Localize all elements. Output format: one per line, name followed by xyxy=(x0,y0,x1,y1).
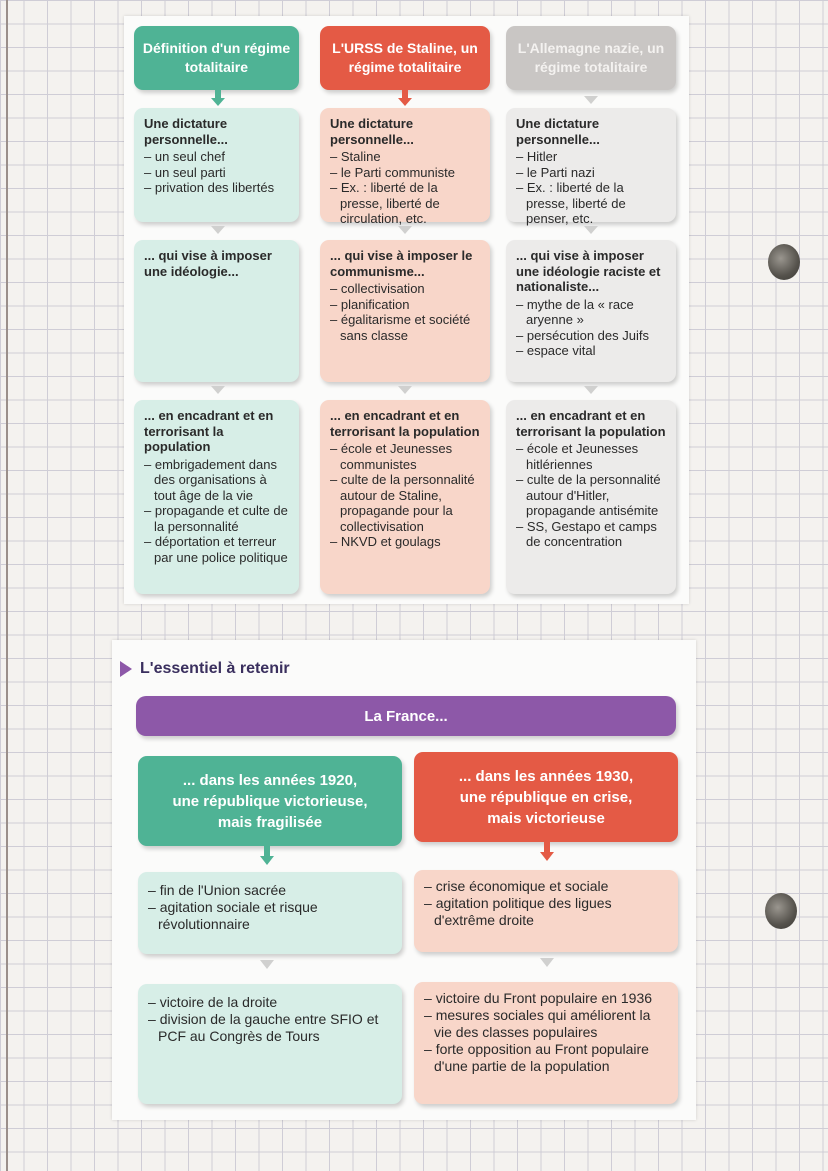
list-item: – SS, Gestapo et camps de concentration xyxy=(516,519,666,550)
item-list xyxy=(144,149,289,196)
arrow-down-icon xyxy=(398,226,412,234)
france-banner xyxy=(136,696,676,736)
arrow-down-icon xyxy=(540,958,554,967)
box-title: ... en encadrant et en terrorisant la population xyxy=(144,408,274,454)
arrow-down-icon xyxy=(211,98,225,106)
list-item: – école et Jeunesses hitlériennes xyxy=(516,441,666,472)
column-1-box-1 xyxy=(134,108,299,222)
list-item: – victoire de la droite xyxy=(148,994,392,1011)
arrow-down-icon xyxy=(260,856,274,865)
list-item: – victoire du Front populaire en 1936 xyxy=(424,990,668,1007)
box-title: ... en encadrant et en terrorisant la population xyxy=(330,408,480,439)
arrow-down-icon xyxy=(584,386,598,394)
list-item: – privation des libertés xyxy=(144,180,289,196)
column-3-box-1 xyxy=(506,108,676,226)
item-list xyxy=(330,441,480,550)
list-item: – le Parti communiste xyxy=(330,165,480,181)
list-item: – égalitarisme et société sans classe xyxy=(330,312,480,343)
item-list xyxy=(330,281,480,343)
list-item: – division de la gauche entre SFIO et PCF au Congrès de Tours xyxy=(148,1011,392,1045)
left-header-text: ... dans les années 1920, une république victorieuse, mais fragilisée xyxy=(172,771,368,831)
list-item: – propagande et culte de la personnalité xyxy=(144,503,289,534)
list-item: – crise économique et sociale xyxy=(424,878,668,895)
item-list xyxy=(516,297,666,359)
arrow-down-icon xyxy=(211,386,225,394)
essentiel-title-text: L'essentiel à retenir xyxy=(140,660,290,677)
box-title: ... qui vise à imposer une idéologie... xyxy=(144,248,272,279)
left-box-2 xyxy=(138,984,402,1104)
arrow-down-icon xyxy=(584,226,598,234)
list-item: – espace vital xyxy=(516,343,666,359)
list-item: – culte de la personnalité autour d'Hitler, propagande antisémite xyxy=(516,472,666,519)
list-item: – déportation et terreur par une police politique xyxy=(144,534,289,565)
list-item: – un seul parti xyxy=(144,165,289,181)
item-list xyxy=(424,990,668,1075)
list-item: – fin de l'Union sacrée xyxy=(148,882,392,899)
play-triangle-icon xyxy=(120,661,132,677)
list-item: – mythe de la « race aryenne » xyxy=(516,297,666,328)
item-list xyxy=(516,441,666,550)
left-box-1 xyxy=(138,872,402,954)
list-item: – embrigadement dans des organisations à tout âge de la vie xyxy=(144,457,289,504)
arrow-down-icon xyxy=(540,852,554,861)
column-1-box-2 xyxy=(134,240,299,382)
column-3-box-2 xyxy=(506,240,676,382)
france-banner-text: La France... xyxy=(364,707,448,725)
arrow-down-icon xyxy=(398,98,412,106)
item-list xyxy=(144,457,289,566)
box-title: Une dictature personnelle... xyxy=(330,116,414,147)
list-item: – NKVD et goulags xyxy=(330,534,480,550)
list-item: – agitation sociale et risque révolutionnaire xyxy=(148,899,392,933)
column-2-header xyxy=(320,26,490,90)
column-1-header-text: Définition d'un régime totalitaire xyxy=(142,40,291,75)
column-2-box-3 xyxy=(320,400,490,594)
list-item: – mesures sociales qui améliorent la vie des classes populaires xyxy=(424,1007,668,1041)
right-box-2 xyxy=(414,982,678,1104)
right-header-text: ... dans les années 1930, une république en crise, mais victorieuse xyxy=(458,767,634,827)
binder-hole-top xyxy=(768,244,800,280)
list-item: – agitation politique des ligues d'extrême droite xyxy=(424,895,668,929)
item-list xyxy=(516,149,666,227)
list-item: – école et Jeunesses communistes xyxy=(330,441,480,472)
column-1-header xyxy=(134,26,299,90)
box-title: ... en encadrant et en terrorisant la population xyxy=(516,408,666,439)
list-item: – le Parti nazi xyxy=(516,165,666,181)
list-item: – culte de la personnalité autour de Staline, propagande pour la collectivisation xyxy=(330,472,480,534)
arrow-down-icon xyxy=(584,96,598,104)
binder-hole-bottom xyxy=(765,893,797,929)
totalitarian-regimes-sheet xyxy=(124,16,689,604)
arrow-down-icon xyxy=(260,960,274,969)
list-item: – Ex. : liberté de la presse, liberté de penser, etc. xyxy=(516,180,666,227)
list-item: – persécution des Juifs xyxy=(516,328,666,344)
column-3-header-text: L'Allemagne nazie, un régime totalitaire xyxy=(517,40,665,75)
notebook-margin-line xyxy=(6,0,8,1171)
column-2-box-1 xyxy=(320,108,490,226)
column-1-box-3 xyxy=(134,400,299,594)
item-list xyxy=(330,149,480,227)
item-list xyxy=(148,882,392,933)
arrow-down-icon xyxy=(398,386,412,394)
essentiel-title xyxy=(120,660,290,678)
list-item: – forte opposition au Front populaire d'une partie de la population xyxy=(424,1041,668,1075)
box-title: ... qui vise à imposer une idéologie raciste et nationaliste... xyxy=(516,248,661,294)
list-item: – Ex. : liberté de la presse, liberté de circulation, etc. xyxy=(330,180,480,227)
column-2-header-text: L'URSS de Staline, un régime totalitaire xyxy=(332,40,478,75)
right-box-1 xyxy=(414,870,678,952)
item-list xyxy=(148,994,392,1045)
list-item: – Staline xyxy=(330,149,480,165)
item-list xyxy=(424,878,668,929)
list-item: – un seul chef xyxy=(144,149,289,165)
arrow-down-icon xyxy=(211,226,225,234)
column-2-box-2 xyxy=(320,240,490,382)
column-3-box-3 xyxy=(506,400,676,594)
right-header xyxy=(414,752,678,842)
list-item: – planification xyxy=(330,297,480,313)
box-title: ... qui vise à imposer le communisme... xyxy=(330,248,473,279)
box-title: Une dictature personnelle... xyxy=(516,116,600,147)
box-title: Une dictature personnelle... xyxy=(144,116,228,147)
left-header xyxy=(138,756,402,846)
list-item: – collectivisation xyxy=(330,281,480,297)
column-3-header xyxy=(506,26,676,90)
list-item: – Hitler xyxy=(516,149,666,165)
